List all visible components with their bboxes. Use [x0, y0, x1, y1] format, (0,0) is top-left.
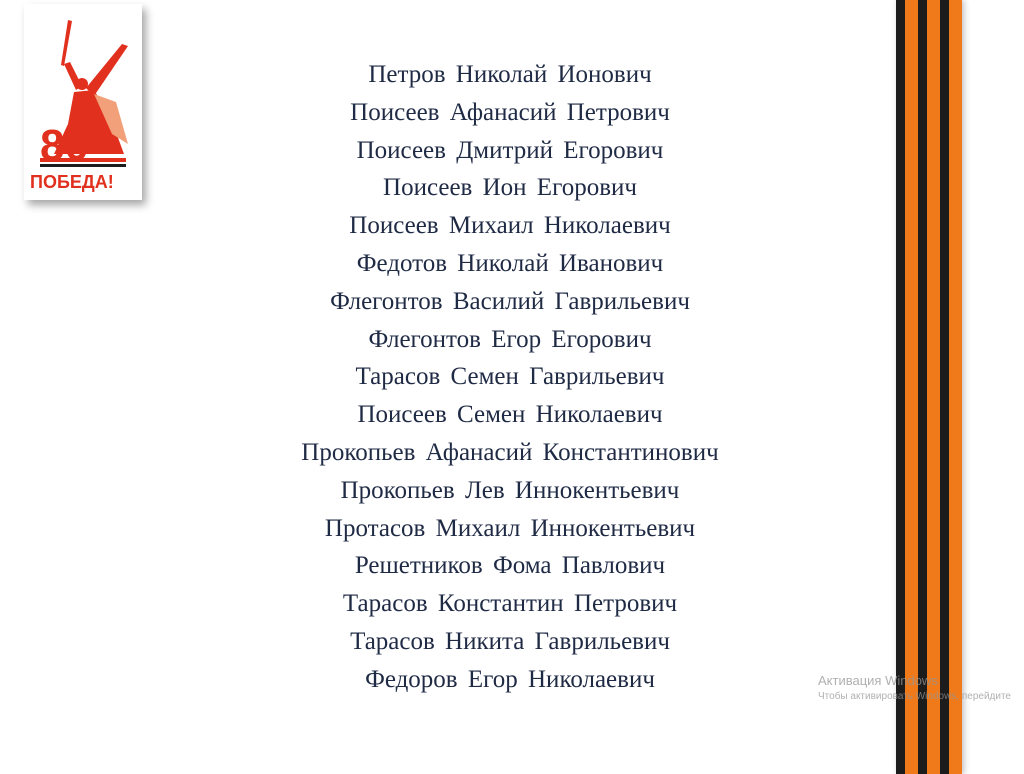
- names-list: [260, 56, 760, 699]
- name-item: Поисеев Михаил Николаевич: [349, 212, 671, 240]
- logo-caption: ПОБЕДА!: [30, 172, 114, 192]
- name-item: Петров Николай Ионович: [368, 61, 652, 88]
- name-item: Поисеев Афанасий Петрович: [350, 98, 670, 126]
- watermark-title: Активация Windows: [818, 673, 938, 688]
- name-item: Прокопьев Лев Иннокентьевич: [340, 476, 680, 504]
- st-george-ribbon: [896, 0, 962, 774]
- name-item: Прокопьев Афанасий Константинович: [301, 438, 719, 466]
- name-item: Решетников Фома Павлович: [354, 552, 666, 580]
- victory-80-logo: [24, 4, 142, 200]
- name-item: Поисеев Ион Егорович: [383, 174, 637, 202]
- name-item: Федотов Николай Иванович: [356, 249, 664, 277]
- watermark-subtitle: Чтобы активировать Windows, перейдите: [818, 691, 1011, 702]
- name-item: Поисеев Дмитрий Егорович: [356, 136, 664, 164]
- name-item: Федоров Егор Николаевич: [365, 665, 655, 693]
- name-item: Поисеев Семен Николаевич: [357, 401, 663, 429]
- name-item: Флегонтов Василий Гаврильевич: [330, 287, 690, 315]
- name-item: Тарасов Семен Гаврильевич: [355, 363, 665, 391]
- name-item: Тарасов Константин Петрович: [342, 590, 678, 618]
- name-item: Флегонтов Егор Егорович: [368, 325, 652, 353]
- windows-activation-watermark: [818, 672, 1024, 704]
- logo-number: 80: [40, 121, 89, 170]
- name-item: Тарасов Никита Гаврильевич: [350, 627, 670, 655]
- motherland-calls-statue-icon: [24, 4, 142, 200]
- name-item: Протасов Михаил Иннокентьевич: [324, 514, 696, 542]
